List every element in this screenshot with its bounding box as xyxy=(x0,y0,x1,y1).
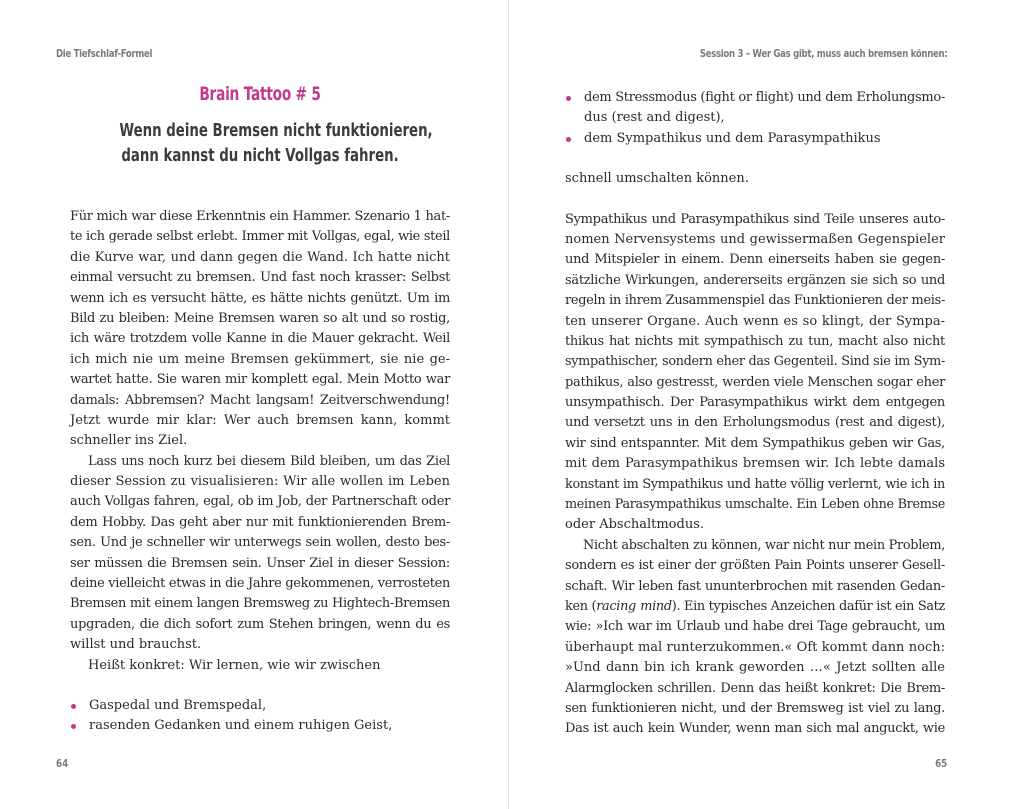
text-line: konstant im Sympathikus und hatte völlig verlernt, wie ich in xyxy=(565,476,945,492)
text-line: Sympathikus und Parasympathikus sind Teile unseres auto- xyxy=(565,211,945,227)
brain-tattoo-title: Brain Tattoo # 5 xyxy=(199,83,321,105)
text-line: Bild zu bleiben: Meine Bremsen waren so alt und so rostig, xyxy=(70,310,450,326)
brain-tattoo-line: dann kannst du nicht Vollgas fahren. xyxy=(121,145,399,166)
text-line: Jetzt wurde mir klar: Wer auch bremsen kann, kommt xyxy=(70,412,450,428)
text-line: unsympathisch. Der Parasympathikus wirkt dem entgegen xyxy=(565,395,945,411)
left-body-text xyxy=(70,207,450,737)
text-line: schneller ins Ziel. xyxy=(70,433,188,449)
text-line: sondern es ist einer der größten Pain Points unserer Gesell- xyxy=(565,558,945,574)
bullet-item: Gaspedal und Bremspedal, xyxy=(70,696,450,716)
brain-tattoo-text xyxy=(70,118,450,168)
text-line: willst und brauchst. xyxy=(70,637,202,653)
spacer xyxy=(565,149,945,169)
racing-before: ken ( xyxy=(565,598,597,614)
text-line: überhaupt mal runterzukommen.« Oft kommt dann noch: xyxy=(565,639,945,655)
text-line: sen. Und je schneller wir unterwegs sein wollen, desto bes- xyxy=(70,535,450,551)
text-line: und Mitspieler in einem. Denn einerseits haben sie gegen- xyxy=(565,252,945,268)
text-line: nomen Nervensystems und gewissermaßen Gegenspieler xyxy=(565,231,945,247)
text-line: mit dem Parasympathikus bremsen wir. Ich lebte damals xyxy=(565,456,945,472)
running-head-left: Die Tiefschlaf-Formel xyxy=(56,47,153,60)
text-line: und versetzt uns in den Erholungsmodus (rest and digest), xyxy=(565,415,945,431)
text-line: Bremsen mit einem langen Bremsweg zu Hightech-Bremsen xyxy=(70,596,450,612)
text-line: thikus hat nichts mit sympathisch zu tun, macht also nicht xyxy=(565,333,945,349)
text-line: einmal versucht zu bremsen. Und fast noch krasser: Selbst xyxy=(70,270,450,286)
text-line-racing-mind xyxy=(565,597,945,617)
text-line: meinen Parasympathikus umschalte. Ein Leben ohne Bremse xyxy=(565,497,945,513)
text-line: wenn ich es versucht hätte, es hätte nichts genützt. Um im xyxy=(70,290,450,306)
bullet-item: dem Sympathikus und dem Parasympathikus xyxy=(565,129,945,149)
right-page xyxy=(509,0,1020,809)
text-line: schnell umschalten können. xyxy=(565,171,749,187)
text-line: upgraden, die dich sofort zum Stehen bringen, wenn du es xyxy=(70,616,450,632)
text-line: sätzliche Wirkungen, andererseits ergänzen sie sich so und xyxy=(565,272,945,288)
text-line: ich mich nie um meine Bremsen gekümmert, sie nie ge- xyxy=(70,351,450,367)
spacer xyxy=(565,190,945,210)
text-line: damals: Abbremsen? Macht langsam! Zeitverschwendung! xyxy=(70,392,450,408)
page-number-right: 65 xyxy=(934,757,947,770)
text-line: oder Abschaltmodus. xyxy=(565,517,705,533)
right-body-text xyxy=(565,88,945,740)
brain-tattoo-line: Wenn deine Bremsen nicht funktionieren, xyxy=(119,120,433,141)
text-line: Alarmglocken schrillen. Denn das heißt konkret: Die Brem- xyxy=(565,680,945,696)
spacer xyxy=(70,676,450,696)
brain-tattoo-box xyxy=(70,82,450,168)
text-line: schaft. Wir leben fast ununterbrochen mit rasenden Gedan- xyxy=(565,578,945,594)
text-line: te ich gerade selbst erlebt. Immer mit Vollgas, egal, wie steil xyxy=(70,229,450,245)
bullet-item-continuation: dus (rest and digest), xyxy=(584,110,725,126)
text-line: Lass uns noch kurz bei diesem Bild bleiben, um das Ziel xyxy=(88,453,450,469)
text-line: wir sind entspannter. Mit dem Sympathikus geben wir Gas, xyxy=(565,435,945,451)
text-line: Heißt konkret: Wir lernen, wie wir zwischen xyxy=(88,657,381,673)
bullet-item: rasenden Gedanken und einem ruhigen Geist, xyxy=(70,716,450,736)
text-line: Für mich war diese Erkenntnis ein Hammer. Szenario 1 hat- xyxy=(70,209,450,224)
text-line: Das ist auch kein Wunder, wenn man sich mal anguckt, wie xyxy=(565,721,945,737)
left-page xyxy=(0,0,508,809)
text-line: »Und dann bin ich krank geworden …« Jetzt sollten alle xyxy=(565,660,945,676)
text-line: Nicht abschalten zu können, war nicht nur mein Problem, xyxy=(583,537,945,553)
text-line: ten unserer Organe. Auch wenn es so klingt, der Sympa- xyxy=(565,313,945,329)
text-line: regeln in ihrem Zusammenspiel das Funktionieren der meis- xyxy=(565,293,945,309)
text-line: die Kurve war, und dann gegen die Wand. Ich hatte nicht xyxy=(70,249,450,265)
text-line: dieser Session zu visualisieren: Wir alle wollen im Leben xyxy=(70,474,450,490)
racing-mind-italic: racing mind xyxy=(596,598,672,614)
running-head-right: Session 3 – Wer Gas gibt, muss auch bremsen können: xyxy=(699,47,947,60)
text-line: ser müssen die Bremsen sein. Unser Ziel in dieser Session: xyxy=(70,555,450,571)
text-line: pathikus, also gestresst, werden viele Menschen sogar eher xyxy=(565,374,945,390)
text-line: wartet hatte. Sie waren mir komplett egal. Mein Motto war xyxy=(70,372,450,388)
bullet-item: dem Stressmodus (fight or flight) und dem Erholungsmo- xyxy=(565,88,945,108)
racing-after: ). Ein typisches Anzeichen dafür ist ein Satz xyxy=(671,598,945,614)
text-line: wie: »Ich war im Urlaub und habe drei Tage gebraucht, um xyxy=(565,619,945,635)
text-line: dem Hobby. Das geht aber nur mit funktionierenden Brem- xyxy=(70,514,450,530)
text-line: deine vielleicht etwas in die Jahre gekommenen, verrosteten xyxy=(70,576,450,592)
text-line: sympathischer, sondern eher das Gegenteil. Sind sie im Sym- xyxy=(565,354,945,370)
text-line: sen funktionieren nicht, und der Bremsweg ist viel zu lang. xyxy=(565,700,945,716)
text-line: auch Vollgas fahren, egal, ob im Job, der Partnerschaft oder xyxy=(70,494,450,510)
text-line: ich wäre trotzdem volle Kanne in die Mauer gekracht. Weil xyxy=(70,331,450,347)
page-number-left: 64 xyxy=(56,757,69,770)
